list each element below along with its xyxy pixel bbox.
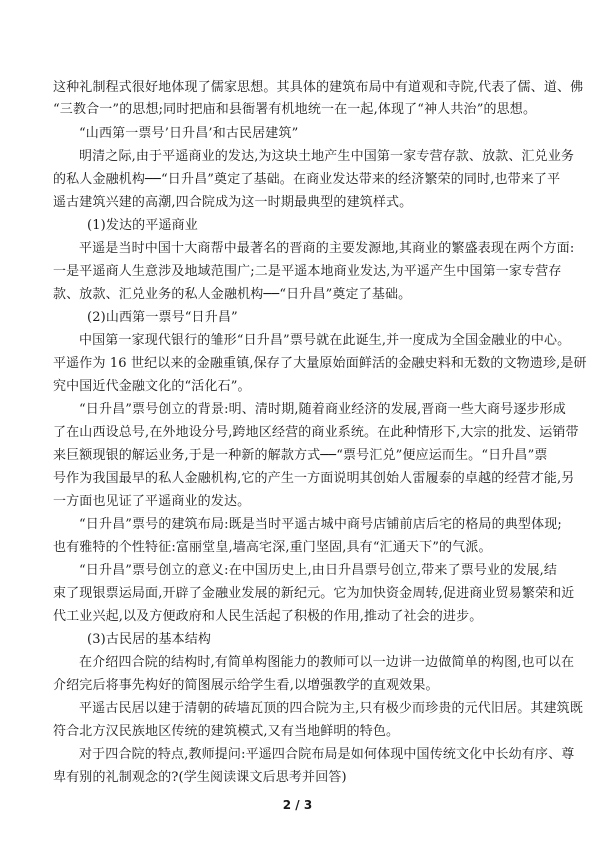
text-line: 也有雅特的个性特征:富丽堂皇,墙高宅深,重门坚固,具有“汇通天下”的气派。	[53, 540, 492, 555]
text-line: 中国第一家现代银行的雏形“日升昌”票号就在此诞生,并一度成为全国金融业的中心。	[79, 333, 571, 348]
text-line: 了在山西设总号,在外地设分号,跨地区经营的商业系统。在此种情形下,大宗的批发、运销带	[53, 425, 579, 440]
text-line: 介绍完后将事先构好的简图展示给学生看,以增强教学的直观效果。	[53, 678, 439, 693]
subsection-heading: (1)发达的平遥商业	[87, 218, 198, 233]
text-line: 遥古建筑兴建的高潮,四合院成为这一时期最典型的建筑样式。	[53, 195, 413, 210]
section-heading: “山西第一票号’日升昌’和古民居建筑”	[79, 126, 299, 141]
text-line: 在介绍四合院的结构时,有简单构图能力的教师可以一边讲一边做简单的构图,也可以在	[79, 655, 575, 670]
text-line: 究中国近代金融文化的“活化石”。	[53, 379, 251, 394]
text-line: 这种礼制程式很好地体现了儒家思想。其具体的建筑布局中有道观和寺院,代表了儒、道、佛	[53, 80, 584, 95]
text-line: 对于四合院的特点,教师提问:平遥四合院布局是如何体现中国传统文化中长幼有序、尊	[79, 747, 575, 762]
text-line: “日升昌”票号创立的意义:在中国历史上,由日升昌票号创立,带来了票号业的发展,结	[79, 563, 558, 578]
text-line: 号作为我国最早的私人金融机构,它的产生一方面说明其创始人雷履泰的卓越的经营才能,另	[53, 471, 575, 486]
text-line: 一是平遥商人生意涉及地域范围广;二是平遥本地商业发达,为平遥产生中国第一家专营存	[53, 264, 562, 279]
text-line: “日升昌”票号的建筑布局:既是当时平遥古城中商号店铺前店后宅的格局的典型体现;	[79, 517, 562, 532]
text-line: 明清之际,由于平遥商业的发达,为这块土地产生中国第一家专营存款、放款、汇兑业务	[79, 149, 575, 164]
text-line: 代工业兴起,以及方便政府和人民生活起了积极的作用,推动了社会的进步。	[53, 609, 483, 624]
text-line: 平遥古民居以建于清朝的砖墙瓦顶的四合院为主,只有极少而珍贵的元代旧居。其建筑既	[79, 701, 583, 716]
text-line: “日升昌”票号创立的背景:明、清时期,随着商业经济的发展,晋商一些大商号逐步形成	[79, 402, 566, 417]
text-line: 一方面也见证了平遥商业的发达。	[53, 494, 251, 509]
text-line: “三教合一”的思想;同时把庙和县衙署有机地统一在一起,体现了“神人共治”的思想。	[53, 102, 537, 117]
text-line: 款、放款、汇兑业务的私人金融机构──“日升昌”奠定了基础。	[53, 287, 412, 302]
text-line: 平遥作为 16 世纪以来的金融重镇,保存了大量原始面鲜活的金融史料和无数的文物遗珍,是研	[53, 356, 587, 371]
text-line: 的私人金融机构──“日升昌”奠定了基础。在商业发达带来的经济繁荣的同时,也带来了平	[53, 172, 561, 187]
subsection-heading: (3)古民居的基本结构	[87, 632, 212, 647]
text-line: 来巨额现银的解运业务,于是一种新的解款方式──“票号汇兑”便应运而生。“日升昌”票	[53, 448, 548, 463]
text-line: 符合北方汉民族地区传统的建筑模式,又有当地鲜明的特色。	[53, 724, 400, 739]
text-line: 平遥是当时中国十大商帮中最著名的晋商的主要发源地,其商业的繁盛表现在两个方面:	[79, 241, 575, 256]
page-number: 2 / 3	[282, 798, 313, 812]
text-line: 卑有别的礼制观念的?(学生阅读课文后思考并回答)	[53, 770, 347, 785]
text-line: 束了现银票运局面,开辟了金融业发展的新纪元。它为加快资金周转,促进商业贸易繁荣和近	[53, 586, 575, 601]
subsection-heading: (2)山西第一票号“日升昌”	[87, 310, 238, 325]
